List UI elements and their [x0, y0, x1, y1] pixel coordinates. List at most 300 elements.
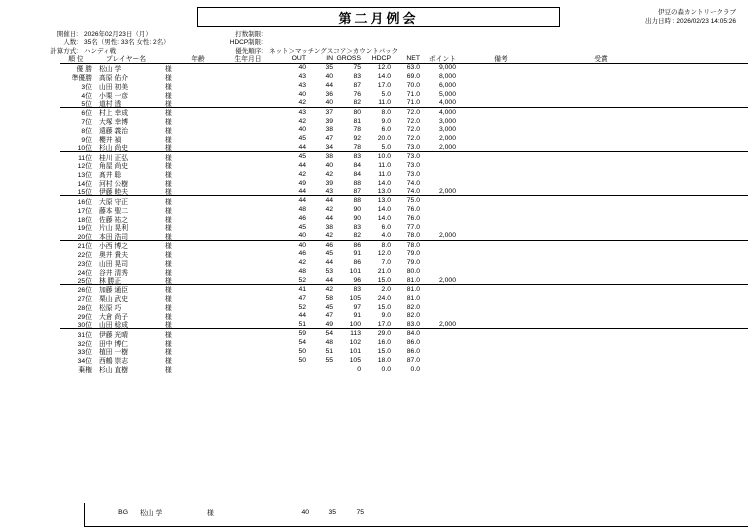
cell-net: 86.0: [406, 347, 420, 355]
cell-rank: 棄権: [78, 367, 92, 375]
cell-name: 山田 初美: [99, 83, 129, 91]
cell-gross: 100: [349, 320, 361, 328]
cell-name: 佐藤 祐之: [99, 216, 129, 224]
cell-gross: 75: [353, 64, 361, 72]
cell-out: 52: [298, 276, 306, 284]
cell-gross: 83: [353, 223, 361, 231]
cell-gross: 86: [353, 259, 361, 267]
cell-pts: 2,000: [438, 187, 456, 195]
stroke-limit-label: 打数制限:: [235, 31, 263, 38]
cell-hdcp: 14.0: [377, 179, 391, 187]
cell-hdcp: 4.0: [381, 232, 391, 240]
cell-net: 0.0: [410, 365, 420, 373]
cell-net: 80.0: [406, 268, 420, 276]
cell-gross: 0: [357, 365, 361, 373]
cell-in: 48: [325, 339, 333, 347]
best-gross-row: [84, 507, 748, 517]
cell-name: 松山 学: [99, 65, 122, 73]
cell-rank: 19位: [77, 225, 92, 233]
cell-gross: 88: [353, 179, 361, 187]
table-body: [60, 64, 748, 374]
cell-net: 71.0: [406, 91, 420, 98]
cell-name: 谷井 清秀: [99, 269, 129, 277]
header-award: 受賞: [594, 56, 608, 64]
hdcp-limit-label: HDCP制限:: [229, 39, 263, 47]
cell-in: 47: [325, 135, 333, 143]
cell-in: 42: [325, 285, 333, 293]
cell-rank: 4位: [81, 92, 92, 100]
cell-out: 50: [298, 347, 306, 355]
cell-hdcp: 13.0: [377, 187, 391, 195]
priority-label: 優先順序:: [235, 47, 263, 55]
cell-pts: 4,000: [438, 108, 456, 116]
player-count-row: [30, 39, 170, 47]
cell-name: 栗山 武史: [99, 296, 129, 304]
cell-net: 83.0: [406, 320, 420, 328]
output-info: [645, 9, 736, 26]
cell-name: 櫻井 禎: [99, 136, 122, 144]
cell-hdcp: 11.0: [378, 99, 391, 107]
cell-in: 42: [325, 170, 333, 178]
cell-out: 49: [298, 179, 306, 187]
cell-hon: 様: [165, 145, 172, 153]
bg-out: 40: [301, 508, 309, 516]
cell-name: 植田 一樹: [99, 349, 129, 357]
cell-gross: 105: [349, 356, 361, 364]
cell-gross: 113: [350, 330, 361, 338]
cell-pts: 2,000: [438, 276, 456, 284]
cell-in: 44: [325, 276, 333, 284]
cell-hdcp: 12.0: [377, 64, 391, 72]
cell-out: 42: [298, 170, 306, 178]
cell-in: 34: [325, 143, 333, 151]
cell-hdcp: 8.0: [381, 108, 391, 116]
cell-net: 73.0: [406, 161, 420, 169]
table-row: [60, 365, 748, 374]
cell-out: 46: [298, 250, 306, 258]
header-rank: 順 位: [68, 56, 84, 64]
cell-hdcp: 14.0: [377, 73, 391, 81]
cell-in: 44: [325, 259, 333, 267]
calc-method-value: ハンディ戦: [84, 47, 116, 55]
cell-hon: 様: [165, 251, 172, 259]
cell-gross: 78: [353, 126, 361, 134]
cell-hdcp: 17.0: [377, 320, 391, 328]
cell-net: 72.0: [406, 117, 420, 125]
cell-gross: 87: [353, 82, 361, 90]
header-player: プレイヤー名: [105, 56, 147, 64]
cell-net: 76.0: [406, 215, 420, 223]
cell-net: 79.0: [406, 259, 420, 267]
cell-hon: 様: [165, 314, 172, 321]
cell-hon: 様: [165, 322, 172, 330]
cell-rank: 25位: [77, 278, 92, 286]
cell-hon: 様: [165, 305, 172, 313]
cell-out: 40: [298, 64, 306, 72]
cell-out: 44: [298, 161, 306, 169]
header-net: NET: [406, 54, 420, 62]
cell-out: 45: [298, 153, 306, 161]
cell-hon: 様: [165, 83, 172, 91]
header-in: IN: [326, 54, 333, 62]
cell-rank: 30位: [77, 322, 92, 330]
cell-pts: 9,000: [438, 64, 456, 72]
cell-gross: 86: [353, 241, 361, 249]
cell-in: 54: [325, 330, 333, 338]
cell-hon: 様: [165, 110, 172, 118]
cell-in: 45: [325, 250, 333, 258]
cell-name: 奥井 貴夫: [99, 251, 129, 259]
cell-rank: 34位: [77, 358, 92, 366]
cell-hon: 様: [165, 136, 172, 144]
cell-gross: 84: [353, 170, 361, 178]
cell-name: 大塚 幸博: [99, 119, 129, 127]
cell-hon: 様: [165, 233, 172, 241]
cell-in: 44: [325, 197, 333, 205]
cell-name: 高原 佑介: [99, 74, 129, 82]
cell-in: 39: [325, 179, 333, 187]
cell-gross: 83: [353, 285, 361, 293]
cell-pts: 2,000: [438, 143, 456, 151]
cell-hdcp: 14.0: [377, 206, 391, 214]
cell-out: 45: [298, 135, 306, 143]
hdcp-limit-row: [215, 39, 398, 47]
cell-in: 51: [325, 347, 333, 355]
header-hdcp: HDCP: [371, 54, 391, 62]
cell-in: 36: [325, 91, 333, 98]
cell-net: 63.0: [406, 64, 420, 72]
cell-net: 72.0: [406, 135, 420, 143]
cell-in: 38: [325, 126, 333, 134]
page-title: 第二月例会: [338, 10, 419, 26]
header-gross: GROSS: [336, 54, 361, 62]
cell-net: 81.0: [406, 294, 420, 302]
cell-hon: 様: [165, 189, 172, 197]
cell-in: 37: [325, 108, 333, 116]
cell-in: 42: [325, 232, 333, 240]
cell-rank: 14位: [77, 181, 92, 189]
cell-gross: 84: [353, 161, 361, 169]
cell-rank: 26位: [77, 287, 92, 295]
cell-hon: 様: [165, 181, 172, 189]
cell-hon: 様: [165, 100, 172, 108]
cell-name: 村上 幸成: [99, 110, 129, 118]
cell-gross: 82: [353, 232, 361, 240]
cell-hdcp: 29.0: [377, 330, 391, 338]
cell-hon: 様: [165, 92, 172, 100]
cell-in: 58: [325, 294, 333, 302]
bg-in: 35: [328, 508, 336, 516]
header-age: 年齢: [191, 56, 205, 64]
cell-gross: 80: [353, 108, 361, 116]
cell-net: 72.0: [406, 126, 420, 134]
cell-rank: 8位: [81, 127, 92, 135]
cell-net: 78.0: [406, 241, 420, 249]
cell-gross: 101: [349, 347, 361, 355]
cell-rank: 24位: [77, 269, 92, 277]
cell-gross: 91: [353, 250, 361, 258]
cell-hon: 様: [165, 216, 172, 224]
cell-hdcp: 16.0: [377, 339, 391, 347]
cell-rank: 31位: [77, 331, 92, 339]
cell-net: 82.0: [406, 312, 420, 320]
cell-pts: 2,000: [438, 135, 456, 143]
cell-gross: 101: [349, 268, 361, 276]
cell-hon: 様: [165, 278, 172, 286]
bg-gross: 75: [356, 508, 364, 516]
cell-gross: 96: [353, 276, 361, 284]
cell-rank: 17位: [77, 207, 92, 215]
cell-hon: 様: [165, 367, 172, 375]
cell-in: 39: [325, 117, 333, 125]
bg-label: BG: [118, 508, 128, 516]
cell-hdcp: 15.0: [377, 276, 391, 284]
cell-in: 45: [325, 303, 333, 311]
cell-hdcp: 18.0: [377, 356, 391, 364]
bg-honorific: 様: [207, 510, 214, 517]
cell-hdcp: 14.0: [377, 215, 391, 223]
cell-hdcp: 24.0: [377, 294, 391, 302]
cell-pts: 5,000: [438, 91, 456, 98]
cell-in: 44: [325, 82, 333, 90]
cell-hon: 様: [165, 340, 172, 348]
cell-out: 54: [298, 339, 306, 347]
cell-out: 43: [298, 73, 306, 81]
cell-hdcp: 5.0: [381, 143, 391, 151]
cell-in: 53: [325, 268, 333, 276]
cell-rank: 6位: [81, 110, 92, 118]
cell-hon: 様: [165, 127, 172, 135]
player-count-label: 人数:: [63, 39, 78, 47]
cell-hon: 様: [165, 198, 172, 206]
cell-name: 角屋 尚史: [99, 163, 129, 171]
cell-net: 69.0: [406, 73, 420, 81]
cell-out: 44: [298, 143, 306, 151]
cell-out: 43: [298, 108, 306, 116]
event-date-label: 開催日:: [56, 31, 78, 38]
cell-rank: 20位: [77, 233, 92, 241]
cell-out: 44: [298, 197, 306, 205]
cell-out: 48: [298, 268, 306, 276]
cell-net: 70.0: [406, 82, 420, 90]
cell-name: 伊藤 睦夫: [99, 189, 129, 197]
cell-name: 山田 晃司: [99, 260, 129, 268]
cell-net: 81.0: [406, 285, 420, 293]
cell-out: 43: [298, 82, 306, 90]
cell-net: 82.0: [406, 303, 420, 311]
cell-name: 加藤 通臣: [99, 287, 129, 295]
cell-out: 42: [298, 259, 306, 267]
cell-out: 51: [298, 320, 306, 328]
cell-hon: 様: [165, 65, 172, 73]
cell-hdcp: 17.0: [377, 82, 391, 90]
cell-hdcp: 15.0: [377, 303, 391, 311]
cell-in: 46: [325, 241, 333, 249]
player-count-value: 35名（男性: 33名 女性: 2名）: [84, 39, 170, 47]
cell-net: 77.0: [406, 223, 420, 231]
cell-name: 河村 公樹: [99, 181, 129, 189]
cell-name: 杉山 尚史: [99, 145, 129, 153]
cell-gross: 88: [353, 197, 361, 205]
cell-hon: 様: [165, 74, 172, 82]
cell-hon: 様: [165, 296, 172, 304]
cell-in: 38: [325, 153, 333, 161]
cell-hdcp: 7.0: [381, 259, 391, 267]
cell-rank: 3位: [81, 83, 92, 91]
cell-net: 84.0: [406, 330, 420, 338]
cell-hon: 様: [165, 154, 172, 162]
cell-rank: 32位: [77, 340, 92, 348]
cell-net: 74.0: [406, 179, 420, 187]
cell-gross: 87: [353, 187, 361, 195]
cell-name: 小栗 一彦: [99, 92, 129, 100]
cell-net: 76.0: [406, 206, 420, 214]
cell-hon: 様: [165, 331, 172, 339]
cell-net: 72.0: [406, 108, 420, 116]
cell-rank: 5位: [81, 100, 92, 108]
cell-out: 41: [298, 285, 306, 293]
cell-name: 松原 巧: [99, 305, 122, 313]
cell-pts: 4,000: [438, 99, 456, 107]
cell-hdcp: 13.0: [377, 197, 391, 205]
cell-out: 44: [298, 187, 306, 195]
cell-net: 75.0: [406, 197, 420, 205]
event-info-left: [30, 31, 170, 56]
cell-net: 74.0: [406, 187, 420, 195]
cell-hdcp: 11.0: [378, 161, 391, 169]
cell-name: 山田 稔成: [99, 322, 129, 330]
cell-out: 47: [298, 294, 306, 302]
cell-name: 田中 博仁: [99, 340, 129, 348]
cell-in: 47: [325, 312, 333, 320]
cell-rank: 9位: [81, 136, 92, 144]
cell-name: 桂川 正弘: [99, 154, 129, 162]
cell-name: 小西 博之: [99, 243, 129, 251]
bg-box-bottom-border: [84, 526, 748, 527]
cell-in: 35: [325, 64, 333, 72]
cell-in: 55: [325, 356, 333, 364]
club-name: 伊豆の森カントリークラブ: [658, 9, 736, 16]
cell-gross: 76: [353, 91, 361, 98]
cell-hdcp: 11.0: [378, 170, 391, 178]
cell-hdcp: 8.0: [381, 241, 391, 249]
bg-player-name: 松山 学: [140, 510, 163, 517]
cell-in: 40: [325, 99, 333, 107]
cell-net: 71.0: [406, 99, 420, 107]
cell-rank: 28位: [77, 305, 92, 313]
cell-out: 40: [298, 232, 306, 240]
cell-name: 西鶴 崇志: [99, 358, 129, 366]
results-table: [60, 54, 748, 374]
cell-out: 44: [298, 312, 306, 320]
cell-name: 片山 晃利: [99, 225, 129, 233]
cell-hdcp: 21.0: [377, 268, 391, 276]
cell-hdcp: 6.0: [381, 126, 391, 134]
cell-net: 73.0: [406, 143, 420, 151]
cell-gross: 92: [353, 135, 361, 143]
cell-name: 大倉 尚子: [99, 314, 129, 321]
title-box: [197, 7, 560, 27]
output-datetime: 出力日時 : 2026/02/23 14:05:26: [644, 17, 736, 25]
cell-out: 40: [298, 126, 306, 134]
cell-gross: 83: [353, 73, 361, 81]
cell-in: 44: [325, 215, 333, 223]
cell-hon: 様: [165, 287, 172, 295]
cell-gross: 90: [353, 206, 361, 214]
cell-net: 78.0: [406, 232, 420, 240]
cell-rank: 29位: [77, 314, 92, 321]
cell-rank: 27位: [77, 296, 92, 304]
cell-in: 40: [325, 161, 333, 169]
cell-net: 73.0: [406, 153, 420, 161]
cell-hon: 様: [165, 163, 172, 171]
cell-hon: 様: [165, 225, 172, 233]
cell-hdcp: 12.0: [377, 250, 391, 258]
cell-hon: 様: [165, 119, 172, 127]
cell-out: 40: [298, 91, 306, 98]
cell-net: 79.0: [406, 250, 420, 258]
cell-rank: 16位: [77, 198, 92, 206]
cell-hdcp: 0.0: [381, 365, 391, 373]
cell-in: 40: [325, 73, 333, 81]
header-points: ポイント: [428, 56, 456, 64]
cell-in: 43: [325, 187, 333, 195]
cell-hdcp: 20.0: [377, 135, 391, 143]
cell-hdcp: 10.0: [377, 153, 391, 161]
cell-pts: 3,000: [438, 117, 456, 125]
cell-in: 49: [325, 320, 333, 328]
cell-name: 本田 浩司: [99, 233, 129, 241]
cell-out: 59: [298, 330, 306, 338]
cell-out: 45: [298, 223, 306, 231]
cell-rank: 23位: [77, 260, 92, 268]
cell-out: 46: [298, 215, 306, 223]
header-out: OUT: [291, 54, 306, 62]
cell-rank: 33位: [77, 349, 92, 357]
cell-out: 52: [298, 303, 306, 311]
cell-hon: 様: [165, 207, 172, 215]
cell-gross: 83: [353, 153, 361, 161]
cell-rank: 11位: [78, 154, 92, 162]
cell-in: 38: [325, 223, 333, 231]
cell-pts: 2,000: [438, 320, 456, 328]
cell-hon: 様: [165, 269, 172, 277]
cell-gross: 78: [353, 143, 361, 151]
cell-pts: 2,000: [438, 232, 456, 240]
cell-name: 大原 守正: [99, 198, 129, 206]
cell-gross: 81: [353, 117, 361, 125]
cell-hon: 様: [165, 172, 172, 180]
cell-hdcp: 2.0: [381, 285, 391, 293]
cell-out: 42: [298, 117, 306, 125]
cell-gross: 105: [349, 294, 361, 302]
cell-rank: 15位: [77, 189, 92, 197]
cell-pts: 6,000: [438, 82, 456, 90]
cell-hdcp: 9.0: [381, 312, 391, 320]
cell-name: 林 勝正: [99, 278, 122, 286]
cell-out: 40: [298, 241, 306, 249]
cell-hon: 様: [165, 243, 172, 251]
cell-name: 遠藤 義治: [99, 127, 129, 135]
cell-rank: 準優勝: [71, 74, 92, 82]
cell-hon: 様: [165, 358, 172, 366]
cell-gross: 97: [353, 303, 361, 311]
cell-hdcp: 15.0: [377, 347, 391, 355]
header-remarks: 備考: [494, 56, 508, 64]
cell-net: 81.0: [406, 276, 420, 284]
cell-rank: 21位: [77, 243, 92, 251]
cell-gross: 102: [349, 339, 361, 347]
